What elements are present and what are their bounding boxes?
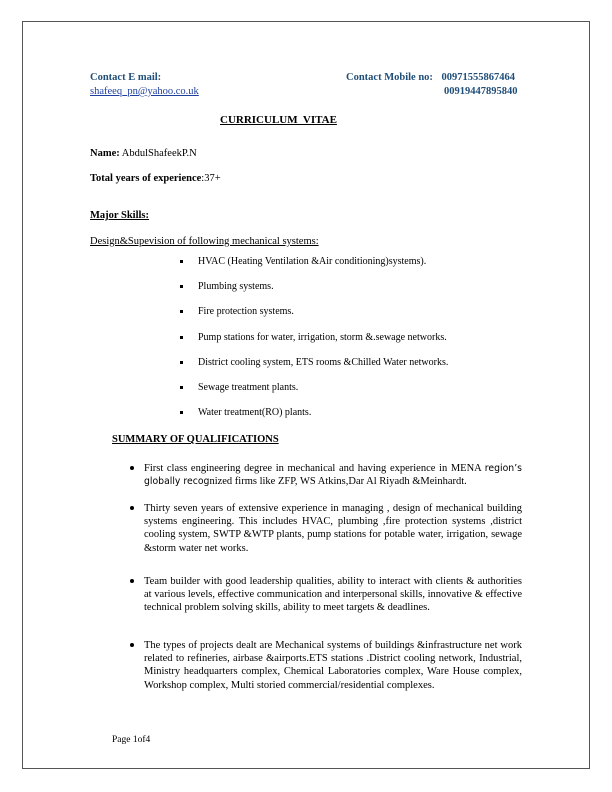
mobile-label-text: Contact Mobile no: (346, 72, 433, 83)
email-link[interactable]: shafeeq_pn@yahoo.co.uk (90, 86, 199, 97)
mobile-label (346, 72, 515, 83)
experience-label: Total years of experience (90, 173, 202, 184)
mobile-number-2: 00919447895840 (444, 86, 518, 97)
summary-text: nized firms like ZFP, WS Atkins,Dar Al Riyadh &Meinhardt. (209, 476, 467, 488)
email-label: Contact E mail: (90, 72, 162, 83)
list-item: HVAC (Heating Ventilation &Air conditioning)systems). (180, 256, 448, 281)
experience-value: :37+ (201, 173, 221, 184)
list-item: Fire protection systems. (180, 306, 448, 331)
page-number: Page 1of4 (112, 735, 151, 745)
bullet-icon (130, 579, 134, 583)
summary-item-text: The types of projects dealt are Mechanical systems of buildings &infrastructure net work related to refineries, airbase &airports.ETS stations .District cooling network, Industrial, Ministry headquarters complex, Chemical Laboratories complex, Ware House complex, Workshop complex, Multi storied commercial/residential complexes. (144, 640, 522, 691)
bullet-icon (130, 506, 134, 510)
list-item: Pump stations for water, irrigation, storm &.sewage networks. (180, 332, 448, 357)
list-item: Sewage treatment plants. (180, 382, 448, 407)
page-title: CURRICULUM VITAE (220, 114, 337, 126)
summary-text-styled: region’s globally recog (144, 463, 522, 488)
bullet-icon (130, 643, 134, 647)
summary-item-text (144, 462, 522, 488)
summary-text: First class engineering degree in mechanical and having experience in MENA (144, 463, 485, 474)
list-item (130, 575, 522, 615)
mobile-number-1: 00971555867464 (441, 72, 516, 83)
summary-item-text: Team builder with good leadership qualities, ability to interact with clients & authorities at various levels, effective communication and interpersonal skills, innovative & effective technical problem solving skills, ability to meet targets & deadlines. (144, 576, 522, 614)
major-skills-heading: Major Skills: (90, 210, 150, 221)
major-skills-intro: Design&Supevision of following mechanical systems: (90, 236, 319, 247)
summary-item-text: Thirty seven years of extensive experience in managing , design of mechanical building systems engineering. This includes HVAC, plumbing ,fire protection systems ,district cooling system, SWTP &WTP plants, pump stations for potable water, irrigation, sewage &storm water net works. (144, 503, 522, 554)
summary-heading: SUMMARY OF QUALIFICATIONS (112, 434, 279, 445)
skills-list (180, 256, 448, 432)
list-item (130, 639, 522, 692)
list-item: Plumbing systems. (180, 281, 448, 306)
list-item (130, 502, 522, 555)
list-item: Water treatment(RO) plants. (180, 407, 448, 432)
experience-line (90, 173, 221, 184)
bullet-icon (130, 466, 134, 470)
name-value: AbdulShafeekP.N (119, 148, 197, 159)
list-item: District cooling system, ETS rooms &Chilled Water networks. (180, 357, 448, 382)
name-line (90, 148, 197, 159)
name-label: Name: (90, 148, 120, 159)
list-item (130, 462, 522, 488)
